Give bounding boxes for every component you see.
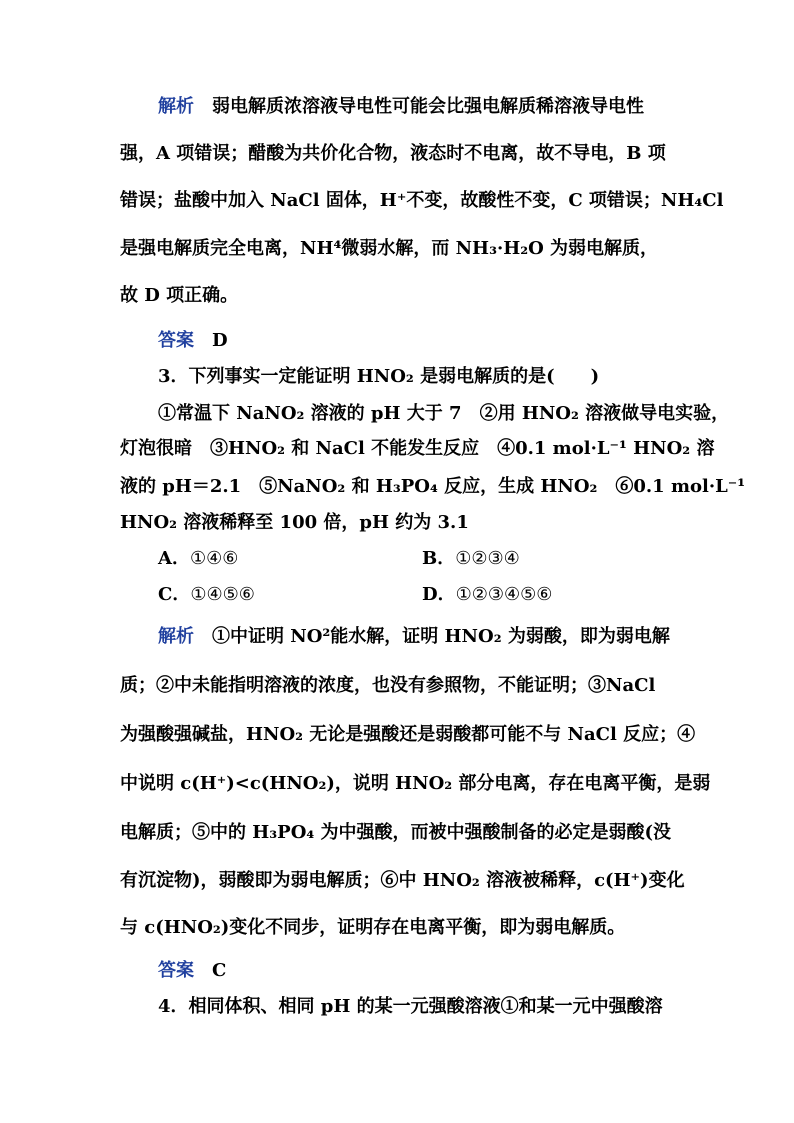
analysis-label: 解析 (158, 626, 194, 647)
question-stem: 3．下列事实一定能证明 HNO₂ 是弱电解质的是( ) (158, 366, 600, 387)
analysis-line: 为强酸强碱盐，HNO₂ 无论是强酸还是弱酸都可能不与 NaCl 反应；④ (120, 724, 696, 745)
analysis-line: 电解质；⑤中的 H₃PO₄ 为中强酸，而被中强酸制备的必定是弱酸(没 (120, 822, 672, 843)
statement-line: ①常温下 NaNO₂ 溶液的 pH 大于 7 ②用 HNO₂ 溶液做导电实验， (158, 403, 730, 424)
analysis-label: 解析 (158, 96, 194, 117)
analysis-line: 是强电解质完全电离，NH⁴微弱水解，而 NH₃·H₂O 为弱电解质， (120, 238, 659, 259)
answer-label: 答案 (158, 960, 194, 981)
option-a: A．①④⑥ (158, 548, 239, 569)
answer-label: 答案 (158, 330, 194, 351)
answer-line (158, 330, 228, 352)
option-d: D．①②③④⑤⑥ (422, 584, 553, 605)
analysis-line: 故 D 项正确。 (120, 285, 239, 306)
option-c: C．①④⑤⑥ (158, 584, 255, 605)
analysis-line: 强，A 项错误；醋酸为共价化合物，液态时不电离，故不导电，B 项 (120, 143, 666, 164)
analysis-text: ①中证明 NO²能水解，证明 HNO₂ 为弱酸，即为弱电解 (212, 626, 670, 647)
analysis-line (158, 96, 644, 118)
analysis-line (158, 626, 670, 648)
analysis-text: 弱电解质浓溶液导电性可能会比强电解质稀溶液导电性 (212, 96, 644, 117)
analysis-line: 中说明 c(H⁺)<c(HNO₂)，说明 HNO₂ 部分电离，存在电离平衡，是弱 (120, 773, 711, 794)
statement-line: 灯泡很暗 ③HNO₂ 和 NaCl 不能发生反应 ④0.1 mol·L⁻¹ HNO₂ 溶 (120, 438, 715, 459)
answer-value: D (212, 330, 228, 351)
answer-value: C (212, 960, 227, 981)
analysis-line: 错误；盐酸中加入 NaCl 固体，H⁺不变，故酸性不变，C 项错误；NH₄Cl (120, 190, 724, 211)
options-row (158, 584, 718, 606)
analysis-line: 质；②中未能指明溶液的浓度，也没有参照物，不能证明；③NaCl (120, 675, 656, 696)
answer-line (158, 960, 226, 982)
analysis-line: 有沉淀物)，弱酸即为弱电解质；⑥中 HNO₂ 溶液被稀释，c(H⁺)变化 (120, 870, 685, 891)
question-stem: 4．相同体积、相同 pH 的某一元强酸溶液①和某一元中强酸溶 (158, 996, 663, 1017)
options-row (158, 548, 718, 570)
statement-line: 液的 pH＝2.1 ⑤NaNO₂ 和 H₃PO₄ 反应，生成 HNO₂ ⑥0.1 mol·L⁻¹ (120, 476, 746, 497)
option-b: B．①②③④ (422, 548, 520, 569)
analysis-line: 与 c(HNO₂)变化不同步，证明存在电离平衡，即为弱电解质。 (120, 917, 626, 938)
statement-line: HNO₂ 溶液稀释至 100 倍，pH 约为 3.1 (120, 512, 469, 533)
